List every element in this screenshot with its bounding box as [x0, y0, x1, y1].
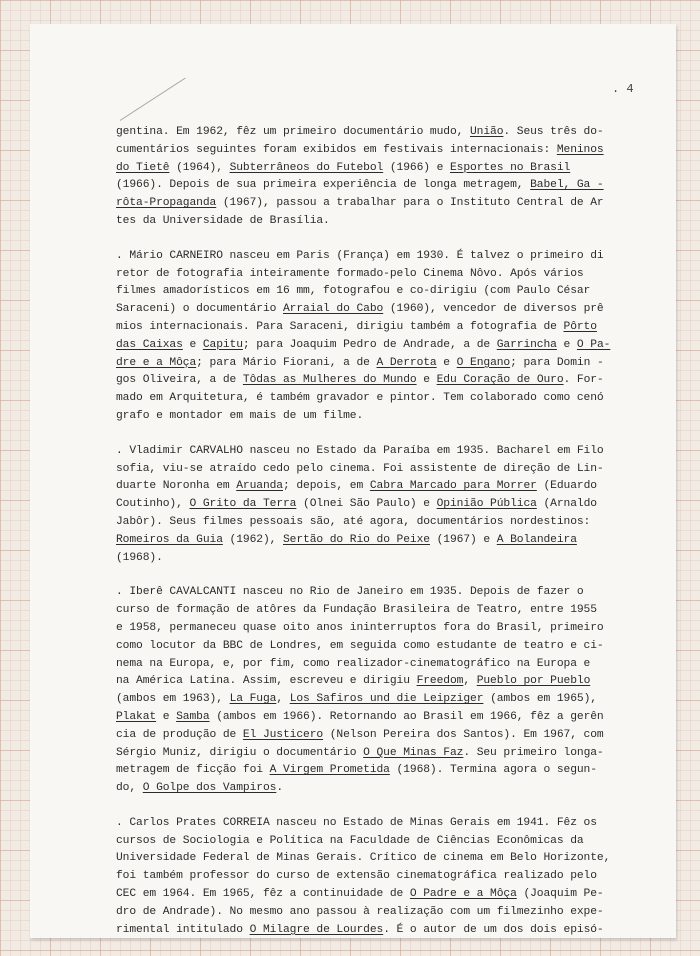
text-run: (1966). Depois de sua primeira experiência de longa metragem, [116, 179, 531, 192]
underlined-title: A Derrota [376, 356, 437, 369]
text-line [116, 673, 650, 691]
text-line [116, 319, 650, 337]
text-run: (1967), passou a trabalhar para o Instituto Central de Ar [216, 197, 604, 210]
text-run: (Nelson Pereira dos Santos). Em 1967, com [323, 728, 604, 741]
paragraph [116, 815, 650, 940]
text-line [116, 780, 650, 798]
paragraph [116, 124, 650, 231]
underlined-title: rôta-Propaganda [116, 197, 217, 210]
text-line [116, 461, 650, 479]
text-line [116, 922, 650, 940]
text-run: mios internacionais. Para Saraceni, dirigiu também a fotografia de [116, 320, 564, 333]
text-run: (ambos em 1966). Retornando ao Brasil em 1966, fêz a gerên [209, 710, 604, 723]
underlined-title: Aruanda [236, 480, 283, 493]
text-run: cursos de Sociologia e Política na Faculdade de Ciências Econômicas da [116, 834, 584, 847]
text-line [116, 904, 650, 922]
text-run: (Joaquim Pe- [516, 888, 604, 901]
text-run: mado em Arquitetura, é também gravador e pintor. Tem colaborado como cenó [116, 392, 604, 405]
text-run: metragem de ficção foi [116, 764, 270, 777]
text-line [116, 496, 650, 514]
paragraph [116, 584, 650, 798]
underlined-title: Arraial do Cabo [282, 303, 384, 316]
text-line [116, 762, 650, 780]
text-line [116, 160, 650, 178]
underlined-title: Capitu [202, 338, 243, 351]
text-line [116, 709, 650, 727]
text-run: (1962), [222, 533, 283, 546]
text-run: (Arnaldo [536, 498, 597, 511]
text-line [116, 602, 650, 620]
text-run: na América Latina. Assim, escreveu e dirigiu [116, 675, 417, 688]
text-run: tes da Universidade de Brasília. [116, 214, 330, 227]
text-run: e [436, 356, 457, 369]
text-run: Coutinho), [116, 498, 190, 511]
text-run: curso de formação de atôres da Fundação Brasileira de Teatro, entre 1955 [116, 604, 597, 617]
underlined-title: Edu Coração de Ouro [436, 374, 564, 387]
underlined-title: A Bolandeira [496, 533, 577, 546]
text-run: cumentários seguintes foram exibidos em festivais internacionais: [116, 143, 557, 156]
underlined-title: Meninos [556, 143, 604, 156]
underlined-title: Garrincha [496, 338, 557, 351]
underlined-title: Pôrto [563, 320, 597, 333]
text-run: (Olnei São Paulo) e [296, 498, 437, 511]
text-run: (Eduardo [536, 480, 597, 493]
text-line [116, 337, 650, 355]
text-line [116, 727, 650, 745]
text-run: rimental intitulado [116, 923, 250, 936]
text-run: (1966) e [383, 161, 450, 174]
text-run: . Seus três do- [503, 126, 604, 138]
text-run: e [416, 374, 437, 387]
text-line [116, 584, 650, 602]
text-run: (ambos em 1965), [483, 693, 597, 706]
text-line [116, 868, 650, 886]
text-line [116, 443, 650, 461]
underlined-title: das Caixas [116, 338, 183, 351]
text-line [116, 266, 650, 284]
underlined-title: Samba [176, 710, 210, 723]
underlined-title: Los Safiros und die Leipziger [289, 693, 484, 706]
text-line [116, 478, 650, 496]
underlined-title: O Milagre de Lourdes [249, 923, 384, 936]
text-run: e [182, 338, 203, 351]
text-run: . Mário CARNEIRO nasceu em Paris (França) em 1930. É talvez o primeiro di [116, 249, 604, 262]
text-line [116, 833, 650, 851]
text-run: nema na Europa, e, por fim, como realizador-cinematográfico na Europa e [116, 657, 591, 670]
text-line [116, 638, 650, 656]
text-line [116, 124, 650, 142]
underlined-title: Plakat [116, 710, 157, 723]
text-line [116, 620, 650, 638]
text-line [116, 213, 650, 231]
text-run: . Iberê CAVALCANTI nasceu no Rio de Janeiro em 1935. Depois de fazer o [116, 586, 584, 599]
text-run: Sérgio Muniz, dirigiu o documentário [116, 746, 364, 759]
underlined-title: do Tietê [116, 161, 170, 174]
page-number: . 4 [612, 82, 634, 96]
underlined-title: O Golpe dos Vampiros [142, 782, 277, 795]
document-body [116, 124, 650, 956]
underlined-title: Subterrâneos do Futebol [229, 161, 384, 174]
text-run: dro de Andrade). No mesmo ano passou à realização com um filmezinho expe- [116, 905, 604, 918]
text-run: retor de fotografia inteiramente formado-pelo Cinema Nôvo. Após vários [116, 267, 584, 280]
text-run: gos Oliveira, a de [116, 374, 243, 387]
underlined-title: O Padre e a Môça [409, 888, 517, 901]
underlined-title: El Justicero [242, 728, 324, 741]
text-line [116, 372, 650, 390]
underlined-title: Sertão do Rio do Peixe [283, 533, 430, 546]
document-page [30, 24, 676, 938]
text-line [116, 532, 650, 550]
underlined-title: Pueblo por Pueblo [476, 675, 591, 688]
text-run: grafo e montador em mais de um filme. [116, 409, 364, 422]
text-run: e [556, 338, 577, 351]
underlined-title: O Grito da Terra [189, 498, 297, 511]
text-line [116, 815, 650, 833]
text-run: Saraceni) o documentário [116, 303, 283, 316]
text-run: como locutor da BBC de Londres, em seguida como estudante de teatro e ci- [116, 639, 604, 652]
text-run: ; depois, em [283, 480, 370, 493]
text-run: e [156, 710, 177, 723]
text-run: (1967) e [429, 533, 497, 546]
underlined-title: O Que Minas Faz [363, 746, 464, 759]
text-run: (1960), vencedor de diversos prê [383, 303, 604, 316]
text-run: . Seu primeiro longa- [463, 746, 604, 759]
text-line [116, 248, 650, 266]
text-run: ; para Joaquim Pedro de Andrade, a de [242, 338, 497, 351]
underlined-title: dre e a Môça [116, 356, 197, 369]
underlined-title: Romeiros da Guia [116, 533, 223, 546]
text-run: . [276, 782, 283, 795]
text-line [116, 850, 650, 868]
text-run: Universidade Federal de Minas Gerais. Crítico de cinema em Belo Horizonte, [116, 852, 611, 865]
text-line [116, 142, 650, 160]
text-line [116, 886, 650, 904]
text-run: foi também professor do curso de extensão cinematográfica realizado pelo [116, 870, 597, 883]
underlined-title: Freedom [416, 675, 464, 688]
text-line [116, 301, 650, 319]
text-line [116, 656, 650, 674]
text-line [116, 390, 650, 408]
text-line [116, 550, 650, 568]
underlined-title: O Engano [456, 356, 511, 369]
text-line [116, 195, 650, 213]
text-run: . Carlos Prates CORREIA nasceu no Estado de Minas Gerais em 1941. Fêz os [116, 816, 597, 829]
text-line [116, 691, 650, 709]
text-run: . For- [563, 374, 604, 387]
text-line [116, 408, 650, 426]
text-run: , [463, 675, 477, 688]
text-line [116, 283, 650, 301]
text-line [116, 745, 650, 763]
underlined-title: União [470, 126, 504, 138]
underlined-title: La Fuga [229, 693, 277, 706]
underlined-title: Opinião Pública [436, 498, 537, 511]
text-run: duarte Noronha em [116, 480, 237, 493]
text-run: (ambos em 1963), [116, 693, 230, 706]
underlined-title: Esportes no Brasil [449, 161, 571, 174]
text-run: do, [116, 782, 143, 795]
text-run: , [276, 693, 290, 706]
text-run: cia de produção de [116, 728, 243, 741]
text-run: filmes amadorísticos em 16 mm, fotografou e co-dirigiu (com Paulo César [116, 285, 591, 298]
underlined-title: O Pa- [576, 338, 611, 351]
text-run: gentina. Em 1962, fêz um primeiro documentário mudo, [116, 126, 470, 138]
text-run: (1968). Termina agora o segun- [389, 764, 597, 777]
text-line [116, 355, 650, 373]
text-run: ; para Mário Fiorani, a de [196, 356, 377, 369]
text-line [116, 177, 650, 195]
text-run: . Vladimir CARVALHO nasceu no Estado da Paraíba em 1935. Bacharel em Filo [116, 444, 604, 457]
underlined-title: Tôdas as Mulheres do Mundo [242, 374, 417, 387]
text-run: (1968). [116, 551, 163, 564]
paragraph [116, 248, 650, 426]
text-run: e 1958, permaneceu quase oito anos ininterruptos fora do Brasil, primeiro [116, 621, 604, 634]
underlined-title: A Virgem Prometida [269, 764, 390, 777]
text-run: ; para Domin - [510, 356, 604, 369]
text-run: CEC em 1964. Em 1965, fêz a continuidade de [116, 888, 410, 901]
text-run: sofia, viu-se atraído cedo pelo cinema. Foi assistente de direção de Lin- [116, 462, 604, 475]
paragraph [116, 443, 650, 568]
text-run: Jabôr). Seus filmes pessoais são, até agora, documentários nordestinos: [116, 515, 591, 528]
pencil-mark [120, 78, 186, 121]
text-run: (1964), [169, 161, 230, 174]
underlined-title: Cabra Marcado para Morrer [369, 480, 537, 493]
underlined-title: Babel, Ga - [530, 179, 604, 192]
text-line [116, 514, 650, 532]
text-run: . É o autor de um dos dois episó- [383, 923, 604, 936]
